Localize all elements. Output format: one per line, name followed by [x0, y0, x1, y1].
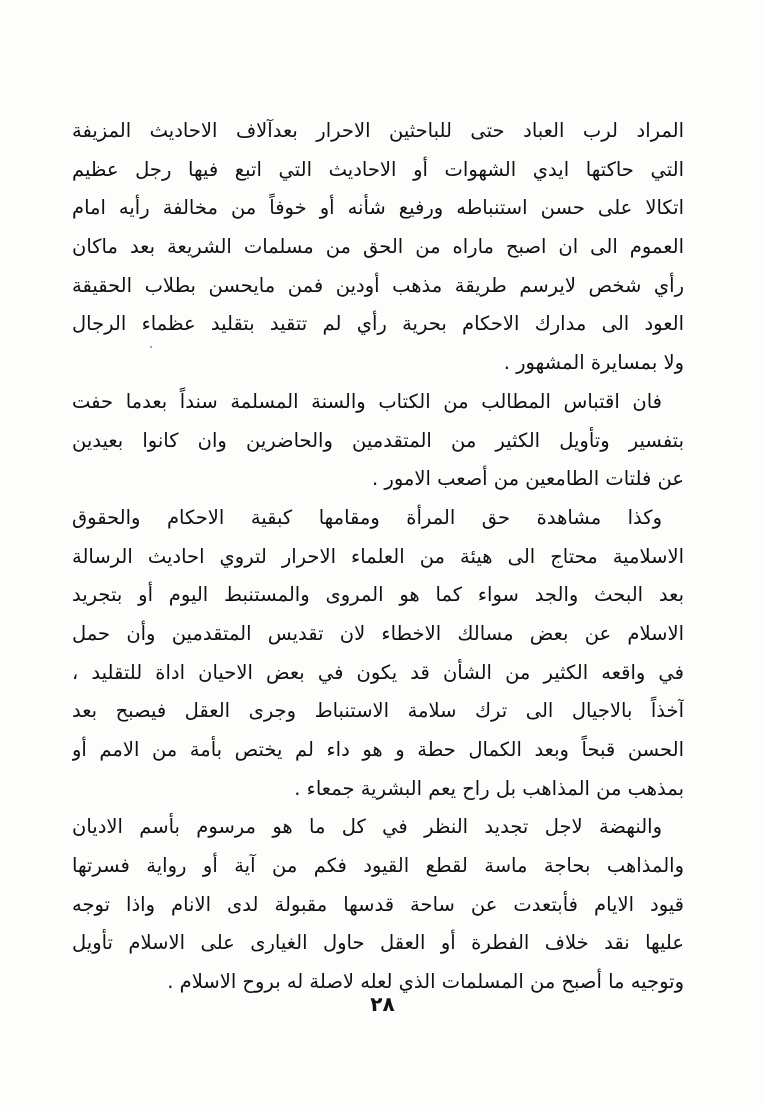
page-body-text	[72, 112, 684, 1002]
text-line: اتكالا على حسن استنباطه ورفيع شأنه أو خوفاً من مخالفة رأيه امام	[72, 196, 684, 220]
text-line: المراد لرب العباد حتى للباحثين الاحرار بعدآلاف الاحاديث المزيفة	[72, 119, 684, 142]
page-number: ٢٨	[370, 992, 395, 1016]
text-line: وكذا مشاهدة حق المرأة ومقامها كبقية الاحكام والحقوق	[72, 505, 662, 529]
scan-speck	[150, 346, 152, 348]
text-line: بمذهب من المذاهب بل راح يعم البشرية جمعاء .	[294, 776, 684, 800]
text-line: التي حاكتها ايدي الشهوات أو الاحاديث التي اتبع فيها رجل عظيم	[72, 157, 684, 181]
text-line: والمذاهب بحاجة ماسة لقطع القيود فكم من آية أو رواية فسرتها	[72, 854, 684, 878]
text-line: في واقعه الكثير من الشأن قد يكون في بعض الاحيان اداة للتقليد ،	[72, 660, 684, 684]
text-line: قيود الايام فأبتعدت عن ساحة قدسها مقبولة لدى الانام واذا توجه	[72, 892, 684, 916]
text-line: الاسلامية محتاج الى هيئة من العلماء الاحرار لتروي احاديث الرسالة	[72, 544, 684, 568]
text-line: عن فلتات الطامعين من أصعب الامور .	[372, 467, 684, 491]
text-line: بتفسير وتأويل الكثير من المتقدمين والحاضرين وان كانوا بعيدين	[72, 428, 684, 452]
text-line: العموم الى ان اصبح ماراه من الحق من مسلمات الشريعة بعد ماكان	[72, 235, 684, 259]
text-line: وتوجيه ما أصبح من المسلمات الذي لعله لاصلة له بروح الاسلام .	[167, 970, 684, 994]
text-line: رأي شخص لايرسم طريقة مذهب أودين فمن مايحسن بطلاب الحقيقة	[72, 273, 684, 297]
text-line: والنهضة لاجل تجديد النظر في كل ما هو مرسوم بأسم الاديان	[72, 815, 662, 839]
text-line: فان اقتباس المطالب من الكتاب والسنة المسلمة سنداً بعدما حفت	[72, 389, 662, 413]
text-line: عليها نقد خلاف الفطرة أو العقل حاول الغيارى على الاسلام تأويل	[72, 931, 684, 955]
text-line: بعد البحث والجد سواء كما هو المروى والمستنبط اليوم أو بتجريد	[72, 583, 684, 607]
text-line: العود الى مدارك الاحكام بحرية رأي لم تتقيد بتقليد عظماء الرجال	[72, 312, 684, 336]
text-line: آخذاً بالاجيال الى ترك سلامة الاستنباط وجرى العقل فيصبح بعد	[72, 699, 684, 723]
text-line: الاسلام عن بعض مسالك الاخطاء لان تقديس المتقدمين وأن حمل	[72, 621, 684, 645]
text-line: الحسن قبحاً وبعد الكمال حطة و هو داء لم يختص بأمة من الامم أو	[72, 738, 684, 761]
text-line: ولا بمسايرة المشهور .	[503, 351, 684, 375]
